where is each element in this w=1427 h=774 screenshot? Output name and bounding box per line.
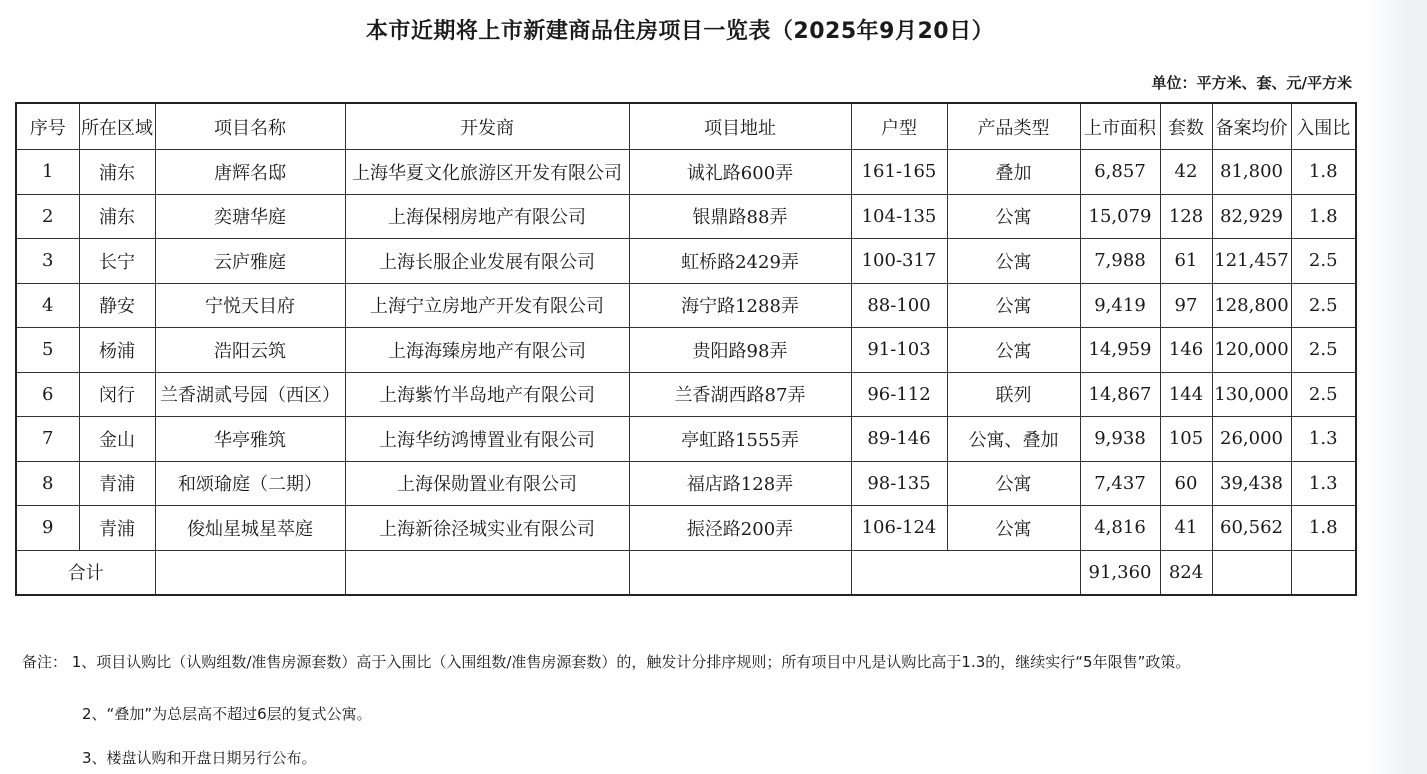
table-row <box>16 417 1356 462</box>
cell-developer: 上海新徐泾城实业有限公司 <box>345 506 629 551</box>
cell-avg-price: 60,562 <box>1212 506 1291 551</box>
cell-ratio: 1.8 <box>1291 506 1356 551</box>
cell-unit-size: 104-135 <box>851 194 947 239</box>
cell-area: 7,988 <box>1080 239 1160 284</box>
table-row <box>16 194 1356 239</box>
cell-area: 14,959 <box>1080 328 1160 373</box>
cell-units: 61 <box>1160 239 1212 284</box>
cell-address: 诚礼路600弄 <box>629 150 851 195</box>
cell-units: 144 <box>1160 372 1212 417</box>
cell-developer: 上海华纺鸿博置业有限公司 <box>345 417 629 462</box>
cell-developer: 上海海臻房地产有限公司 <box>345 328 629 373</box>
cell-avg-price: 121,457 <box>1212 239 1291 284</box>
cell-unit-size: 100-317 <box>851 239 947 284</box>
cell-district: 浦东 <box>79 150 155 195</box>
total-empty-cell <box>629 550 851 595</box>
cell-project-name: 浩阳云筑 <box>155 328 345 373</box>
cell-product-type: 公寓 <box>947 239 1080 284</box>
cell-avg-price: 81,800 <box>1212 150 1291 195</box>
cell-area: 4,816 <box>1080 506 1160 551</box>
cell-district: 杨浦 <box>79 328 155 373</box>
cell-area: 7,437 <box>1080 461 1160 506</box>
table-row <box>16 461 1356 506</box>
header-cell-index: 序号 <box>16 103 79 150</box>
total-label: 合计 <box>16 550 155 595</box>
header-cell-product-type: 产品类型 <box>947 103 1080 150</box>
cell-units: 60 <box>1160 461 1212 506</box>
header-cell-avg-price: 备案均价 <box>1212 103 1291 150</box>
cell-developer: 上海宁立房地产开发有限公司 <box>345 283 629 328</box>
cell-address: 振泾路200弄 <box>629 506 851 551</box>
cell-product-type: 公寓 <box>947 461 1080 506</box>
cell-address: 贵阳路98弄 <box>629 328 851 373</box>
total-empty-cell <box>155 550 345 595</box>
cell-project-name: 宁悦天目府 <box>155 283 345 328</box>
cell-unit-size: 91-103 <box>851 328 947 373</box>
total-area: 91,360 <box>1080 550 1160 595</box>
header-cell-project-name: 项目名称 <box>155 103 345 150</box>
cell-product-type: 公寓 <box>947 506 1080 551</box>
table-row <box>16 239 1356 284</box>
header-cell-district: 所在区域 <box>79 103 155 150</box>
cell-area: 6,857 <box>1080 150 1160 195</box>
cell-product-type: 叠加 <box>947 150 1080 195</box>
cell-units: 97 <box>1160 283 1212 328</box>
cell-project-name: 华亭雅筑 <box>155 417 345 462</box>
cell-area: 14,867 <box>1080 372 1160 417</box>
cell-product-type: 公寓 <box>947 328 1080 373</box>
total-empty-cell <box>851 550 1080 595</box>
cell-project-name: 奕瑭华庭 <box>155 194 345 239</box>
header-cell-unit-size: 户型 <box>851 103 947 150</box>
cell-area: 15,079 <box>1080 194 1160 239</box>
cell-index: 5 <box>16 328 79 373</box>
total-row <box>16 550 1356 595</box>
cell-unit-size: 88-100 <box>851 283 947 328</box>
cell-ratio: 1.8 <box>1291 194 1356 239</box>
cell-index: 1 <box>16 150 79 195</box>
cell-avg-price: 82,929 <box>1212 194 1291 239</box>
cell-index: 4 <box>16 283 79 328</box>
note-2: 2、“叠加”为总层高不超过6层的复式公寓。 <box>82 705 372 723</box>
cell-developer: 上海华夏文化旅游区开发有限公司 <box>345 150 629 195</box>
header-cell-units: 套数 <box>1160 103 1212 150</box>
cell-address: 银鼎路88弄 <box>629 194 851 239</box>
cell-ratio: 2.5 <box>1291 328 1356 373</box>
cell-district: 青浦 <box>79 461 155 506</box>
cell-developer: 上海长服企业发展有限公司 <box>345 239 629 284</box>
cell-index: 7 <box>16 417 79 462</box>
cell-address: 海宁路1288弄 <box>629 283 851 328</box>
cell-district: 浦东 <box>79 194 155 239</box>
cell-address: 福店路128弄 <box>629 461 851 506</box>
note-1: 备注： 1、项目认购比（认购组数/准售房源套数）高于入围比（入围组数/准售房源套数）的，触发计分排序规则；所有项目中凡是认购比高于1.3的，继续实行“5年限售”政策。 <box>22 653 1191 671</box>
table-row <box>16 150 1356 195</box>
right-edge-shade <box>1367 0 1427 774</box>
cell-district: 长宁 <box>79 239 155 284</box>
cell-product-type: 公寓 <box>947 194 1080 239</box>
cell-avg-price: 26,000 <box>1212 417 1291 462</box>
table-row <box>16 506 1356 551</box>
cell-units: 42 <box>1160 150 1212 195</box>
cell-district: 青浦 <box>79 506 155 551</box>
cell-project-name: 兰香湖贰号园（西区） <box>155 372 345 417</box>
header-cell-developer: 开发商 <box>345 103 629 150</box>
cell-ratio: 1.8 <box>1291 150 1356 195</box>
cell-ratio: 1.3 <box>1291 417 1356 462</box>
cell-project-name: 俊灿星城星萃庭 <box>155 506 345 551</box>
cell-product-type: 公寓、叠加 <box>947 417 1080 462</box>
cell-district: 金山 <box>79 417 155 462</box>
cell-index: 2 <box>16 194 79 239</box>
cell-units: 105 <box>1160 417 1212 462</box>
cell-ratio: 2.5 <box>1291 239 1356 284</box>
total-empty-cell <box>345 550 629 595</box>
cell-unit-size: 161-165 <box>851 150 947 195</box>
cell-address: 虹桥路2429弄 <box>629 239 851 284</box>
cell-area: 9,419 <box>1080 283 1160 328</box>
cell-unit-size: 106-124 <box>851 506 947 551</box>
table-row <box>16 328 1356 373</box>
cell-district: 静安 <box>79 283 155 328</box>
cell-unit-size: 96-112 <box>851 372 947 417</box>
cell-unit-size: 98-135 <box>851 461 947 506</box>
cell-index: 8 <box>16 461 79 506</box>
header-cell-area: 上市面积 <box>1080 103 1160 150</box>
cell-developer: 上海紫竹半岛地产有限公司 <box>345 372 629 417</box>
cell-product-type: 联列 <box>947 372 1080 417</box>
page-title: 本市近期将上市新建商品住房项目一览表（2025年9月20日） <box>365 19 995 44</box>
cell-developer: 上海保栩房地产有限公司 <box>345 194 629 239</box>
cell-avg-price: 128,800 <box>1212 283 1291 328</box>
cell-ratio: 2.5 <box>1291 283 1356 328</box>
cell-units: 146 <box>1160 328 1212 373</box>
cell-avg-price: 39,438 <box>1212 461 1291 506</box>
table-header-row <box>16 103 1356 150</box>
cell-ratio: 1.3 <box>1291 461 1356 506</box>
unit-label: 单位：平方米、套、元/平方米 <box>1151 74 1352 92</box>
cell-unit-size: 89-146 <box>851 417 947 462</box>
cell-project-name: 和颂瑜庭（二期） <box>155 461 345 506</box>
cell-district: 闵行 <box>79 372 155 417</box>
cell-project-name: 云庐雅庭 <box>155 239 345 284</box>
cell-units: 128 <box>1160 194 1212 239</box>
table-row <box>16 283 1356 328</box>
cell-index: 6 <box>16 372 79 417</box>
cell-units: 41 <box>1160 506 1212 551</box>
note-3: 3、楼盘认购和开盘日期另行公布。 <box>82 749 317 767</box>
cell-product-type: 公寓 <box>947 283 1080 328</box>
table-row <box>16 372 1356 417</box>
total-empty-cell <box>1212 550 1291 595</box>
cell-address: 兰香湖西路87弄 <box>629 372 851 417</box>
header-cell-address: 项目地址 <box>629 103 851 150</box>
cell-developer: 上海保勋置业有限公司 <box>345 461 629 506</box>
cell-area: 9,938 <box>1080 417 1160 462</box>
cell-ratio: 2.5 <box>1291 372 1356 417</box>
header-cell-ratio: 入围比 <box>1291 103 1356 150</box>
cell-index: 3 <box>16 239 79 284</box>
total-units: 824 <box>1160 550 1212 595</box>
cell-avg-price: 120,000 <box>1212 328 1291 373</box>
total-empty-cell <box>1291 550 1356 595</box>
cell-avg-price: 130,000 <box>1212 372 1291 417</box>
cell-project-name: 唐辉名邸 <box>155 150 345 195</box>
cell-index: 9 <box>16 506 79 551</box>
cell-address: 亭虹路1555弄 <box>629 417 851 462</box>
projects-table <box>15 102 1357 596</box>
